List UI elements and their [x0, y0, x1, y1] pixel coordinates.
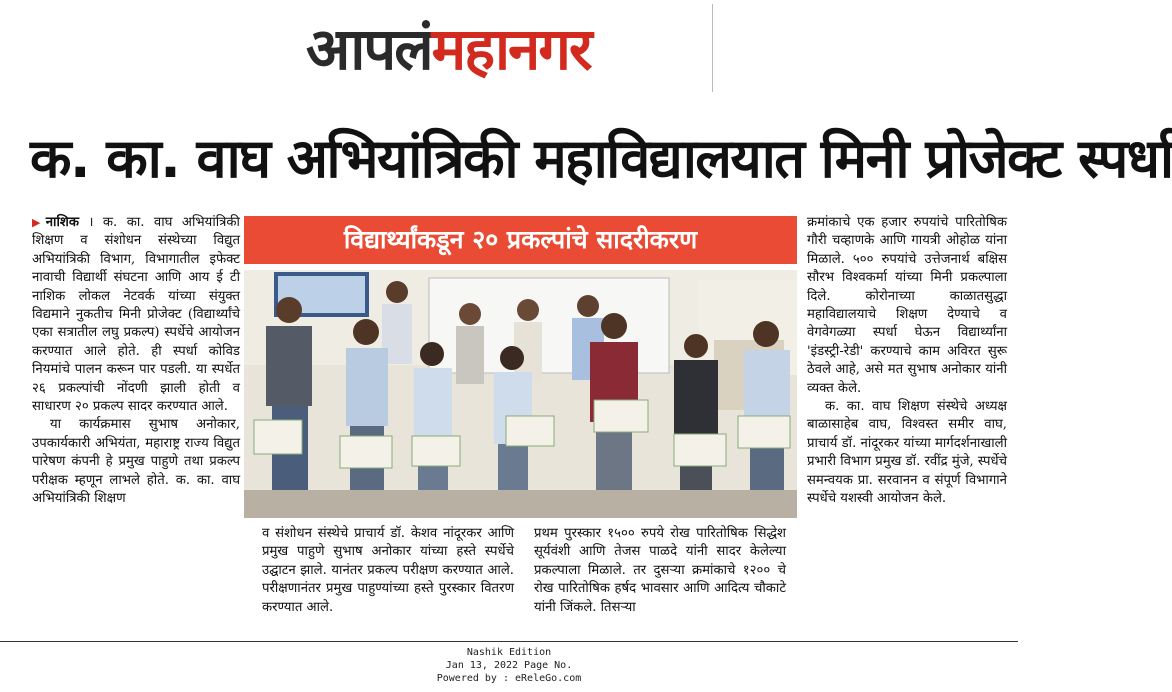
footer-date-page: Jan 13, 2022 Page No.	[445, 660, 573, 671]
article-column-1	[32, 214, 240, 509]
masthead-logo	[300, 8, 720, 92]
article-text: । क. का. वाघ अभियांत्रिकी शिक्षण व संशोधन संस्थेच्या विद्युत अभियांत्रिकी विभाग, विभागातील इफेक्ट नावाची विद्यार्थी संघटना आणि आय ई टी नाशिक लोकल नेटवर्क यांच्या संयुक्त विद्यमाने नुकतीच मिनी प्रोजेक्ट (विद्यार्थ्यांचे एका सत्रातील लघु प्रकल्प) स्पर्धेचे आयोजन करण्यात आले होते. ही स्पर्धा कोविड नियमांचे पालन करून पार पडली. या स्पर्धेत २६ प्रकल्पांची नोंदणी झाली होती व साधारण २० प्रकल्प सादर करण्यात आले.	[32, 215, 240, 415]
subheadline-banner: विद्यार्थ्यांकडून २० प्रकल्पांचे सादरीकरण	[244, 216, 797, 264]
article-paragraph	[32, 214, 240, 416]
article-paragraph: या कार्यक्रमास सुभाष अनोकार, उपकार्यकारी अभियंता, महाराष्ट्र राज्य विद्युत पारेषण कंपनी हे प्रमुख पाहुणे तथा प्रकल्प परीक्षक म्हणून लाभले होते. क. का. वाघ अभियांत्रिकी शिक्षण	[32, 417, 240, 507]
triangle-marker-icon: ▶	[32, 216, 46, 229]
article-column-3	[534, 525, 786, 617]
masthead-divider	[712, 4, 713, 92]
footer-edition: Nashik Edition	[466, 647, 552, 658]
masthead-part1: आपलं	[306, 15, 432, 83]
footer-powered-by: Powered by : eReleGo.com	[436, 673, 582, 684]
edition-footer	[0, 641, 1018, 692]
news-photo	[244, 270, 797, 518]
article-column-2	[262, 525, 514, 617]
article-paragraph: क. का. वाघ शिक्षण संस्थेचे अध्यक्ष बाळासाहेब वाघ, विश्वस्त समीर वाघ, प्राचार्य डॉ. नांदूरकर यांच्या मार्गदर्शनाखाली प्रभारी विभाग प्रमुख डॉ. रवींद्र मुंजे, स्पर्धेचे समन्वयक प्रा. सरवानन व संपूर्ण विभागाने स्पर्धेचे यशस्वी आयोजन केले.	[807, 399, 1007, 507]
headline: क. का. वाघ अभियांत्रिकी महाविद्यालयात मिनी प्रोजेक्ट स्पर्धा	[30, 127, 1172, 190]
article-paragraph: प्रथम पुरस्कार १५०० रुपये रोख पारितोषिक सिद्धेश सूर्यवंशी आणि तेजस पाळदे यांनी सादर केलेल्या प्रकल्पाला मिळाले. तर दुसऱ्या क्रमांकाचे १२०० चे रोख पारितोषिक हर्षद भावसार आणि आदित्य चौकाटे यांनी जिंकले. तिसऱ्या	[534, 526, 786, 615]
masthead-part2: महानगर	[431, 15, 591, 83]
article-paragraph: व संशोधन संस्थेचे प्राचार्य डॉ. केशव नांदूरकर आणि प्रमुख पाहुणे सुभाष अनोकार यांच्या हस्ते स्पर्धेचे उद्घाटन झाले. यानंतर प्रकल्प परीक्षण करण्यात आले. परीक्षणानंतर प्रमुख पाहुण्यांच्या हस्ते पुरस्कार वितरण करण्यात आले.	[262, 526, 514, 615]
article-paragraph: क्रमांकाचे एक हजार रुपयांचे पारितोषिक गौरी चव्हाणके आणि गायत्री ओहोळ यांना मिळाले. ५०० रुपयांचे उत्तेजनार्थ बक्षिस सौरभ विश्वकर्मा यांच्या मिनी प्रकल्पाला दिले. कोरोनाच्या काळातसुद्धा महाविद्यालयाचे शिक्षण देण्याचे व वेगवेगळ्या स्पर्धा घेऊन विद्यार्थ्यांना 'इंडस्ट्री-रेडी' करण्याचे काम अविरत सुरू ठेवले आहे, असे मत सुभाष अनोकार यांनी व्यक्त केले.	[807, 215, 1007, 396]
article-column-4	[807, 214, 1007, 509]
dateline: नाशिक	[45, 215, 79, 230]
